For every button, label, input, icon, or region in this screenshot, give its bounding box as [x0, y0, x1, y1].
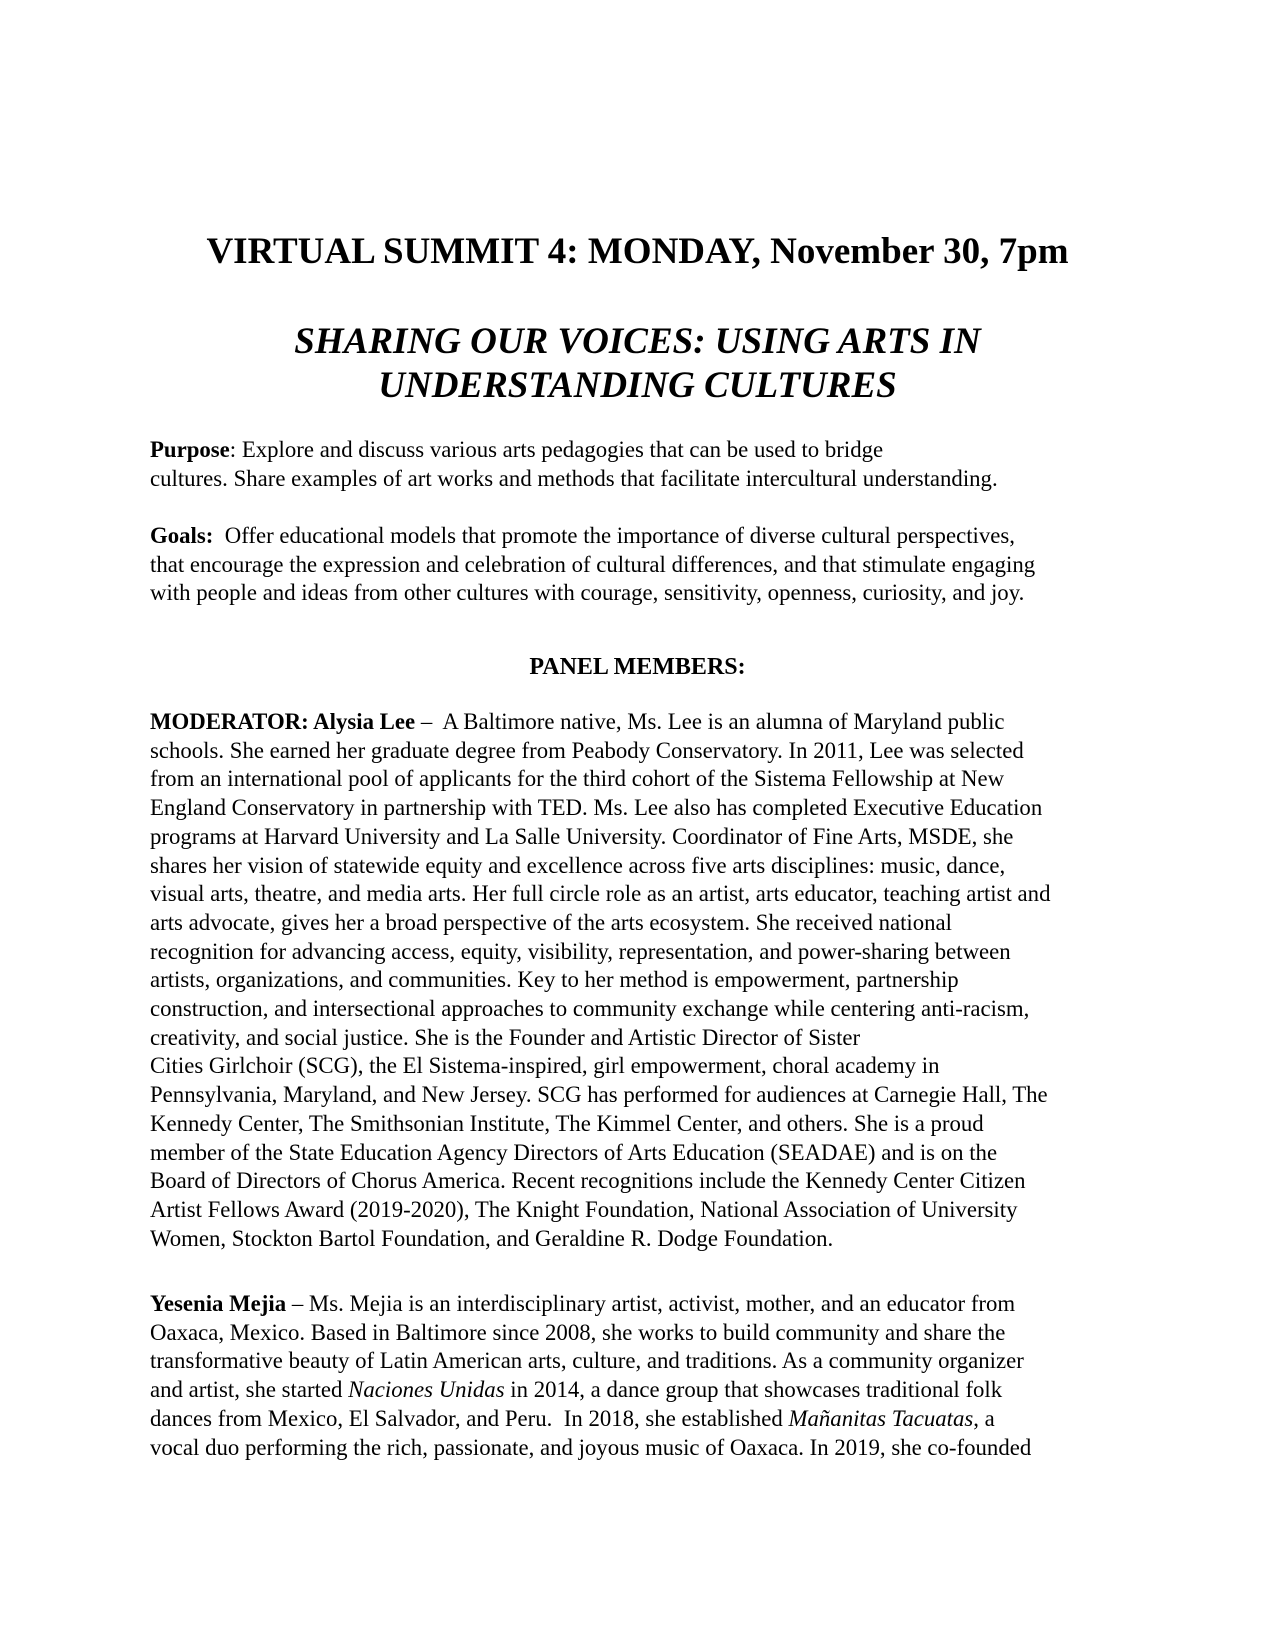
- bio-text: – Ms. Mejia is an interdisciplinary artist, activist, mother, and an educator from: [286, 1291, 1016, 1316]
- bio-line: transformative beauty of Latin American arts, culture, and traditions. As a community organizer: [150, 1348, 1024, 1374]
- bio-line: arts advocate, gives her a broad perspective of the arts ecosystem. She received national: [150, 909, 952, 935]
- group-name-mananitas-tacuatas: Mañanitas Tacuatas: [788, 1405, 974, 1431]
- bio-line: Pennsylvania, Maryland, and New Jersey. SCG has performed for audiences at Carnegie Hall, The: [150, 1082, 1048, 1108]
- page-subtitle: [0, 320, 1275, 408]
- purpose-text: : Explore and discuss various arts pedagogies that can be used to bridge: [229, 437, 884, 462]
- bio-line: creativity, and social justice. She is the Founder and Artistic Director of Sister: [150, 1024, 861, 1050]
- goals-line: that encourage the expression and celebration of cultural differences, and that stimulate engaging: [150, 551, 1036, 577]
- bio-text: , a: [973, 1405, 995, 1431]
- bio-line: Oaxaca, Mexico. Based in Baltimore since 2008, she works to build community and share the: [150, 1319, 1006, 1345]
- bio-line: [150, 1290, 1150, 1319]
- subtitle-line: SHARING OUR VOICES: USING ARTS IN: [294, 321, 981, 362]
- bio-line: shares her vision of statewide equity and excellence across five arts disciplines: music, dance,: [150, 852, 1006, 878]
- purpose-line: [150, 436, 1150, 465]
- bio-line: construction, and intersectional approaches to community exchange while centering anti-racism,: [150, 996, 1030, 1022]
- bio-line: [150, 1376, 1150, 1405]
- goals-line: with people and ideas from other cultures with courage, sensitivity, openness, curiosity, and joy.: [150, 580, 1025, 606]
- bio-line: Cities Girlchoir (SCG), the El Sistema-inspired, girl empowerment, choral academy in: [150, 1053, 940, 1079]
- panel-members-heading: PANEL MEMBERS:: [529, 654, 746, 680]
- goals-text: Offer educational models that promote the importance of diverse cultural perspectives,: [213, 523, 1015, 548]
- bio-line: [150, 708, 1150, 737]
- goals-label: Goals:: [150, 523, 214, 548]
- bio-text: in 2014, a dance group that showcases traditional folk: [504, 1377, 1003, 1403]
- goals-line: [150, 522, 1150, 551]
- moderator-name: MODERATOR: Alysia Lee: [150, 709, 416, 734]
- bio-text: and artist, she started: [150, 1377, 349, 1403]
- bio-line: Kennedy Center, The Smithsonian Institute, The Kimmel Center, and others. She is a proud: [150, 1110, 984, 1136]
- goals-paragraph: [150, 522, 1150, 608]
- page-title: VIRTUAL SUMMIT 4: MONDAY, November 30, 7pm: [206, 231, 1069, 272]
- subtitle-line: UNDERSTANDING CULTURES: [378, 365, 897, 406]
- bio-line: artists, organizations, and communities. Key to her method is empowerment, partnership: [150, 967, 959, 993]
- bio-line: visual arts, theatre, and media arts. Her full circle role as an artist, arts educator, teaching artist and: [150, 881, 1051, 907]
- purpose-label: Purpose: [150, 437, 230, 462]
- bio-line: vocal duo performing the rich, passionate, and joyous music of Oaxaca. In 2019, she co-founded: [150, 1434, 1032, 1460]
- bio-line: Artist Fellows Award (2019-2020), The Knight Foundation, National Association of University: [150, 1196, 1018, 1222]
- bio-line: programs at Harvard University and La Salle University. Coordinator of Fine Arts, MSDE, she: [150, 823, 1014, 849]
- moderator-bio: [150, 708, 1150, 1253]
- yesenia-name: Yesenia Mejia: [150, 1291, 287, 1316]
- purpose-paragraph: [150, 436, 1150, 493]
- bio-text: – A Baltimore native, Ms. Lee is an alumna of Maryland public: [415, 709, 1005, 734]
- yesenia-bio: [150, 1290, 1150, 1462]
- bio-line: Women, Stockton Bartol Foundation, and Geraldine R. Dodge Foundation.: [150, 1225, 834, 1251]
- purpose-line: cultures. Share examples of art works and methods that facilitate intercultural understanding.: [150, 465, 998, 491]
- bio-line: [150, 1405, 1150, 1434]
- bio-line: England Conservatory in partnership with TED. Ms. Lee also has completed Executive Education: [150, 795, 1043, 821]
- bio-line: schools. She earned her graduate degree from Peabody Conservatory. In 2011, Lee was selected: [150, 737, 1024, 763]
- bio-line: member of the State Education Agency Directors of Arts Education (SEADAE) and is on the: [150, 1139, 998, 1165]
- bio-line: recognition for advancing access, equity, visibility, representation, and power-sharing between: [150, 938, 1011, 964]
- bio-line: from an international pool of applicants for the third cohort of the Sistema Fellowship at New: [150, 766, 1005, 792]
- bio-text: dances from Mexico, El Salvador, and Peru. In 2018, she established: [150, 1405, 789, 1431]
- bio-line: Board of Directors of Chorus America. Recent recognitions include the Kennedy Center Citizen: [150, 1168, 1026, 1194]
- group-name-naciones-unidas: Naciones Unidas: [348, 1377, 505, 1403]
